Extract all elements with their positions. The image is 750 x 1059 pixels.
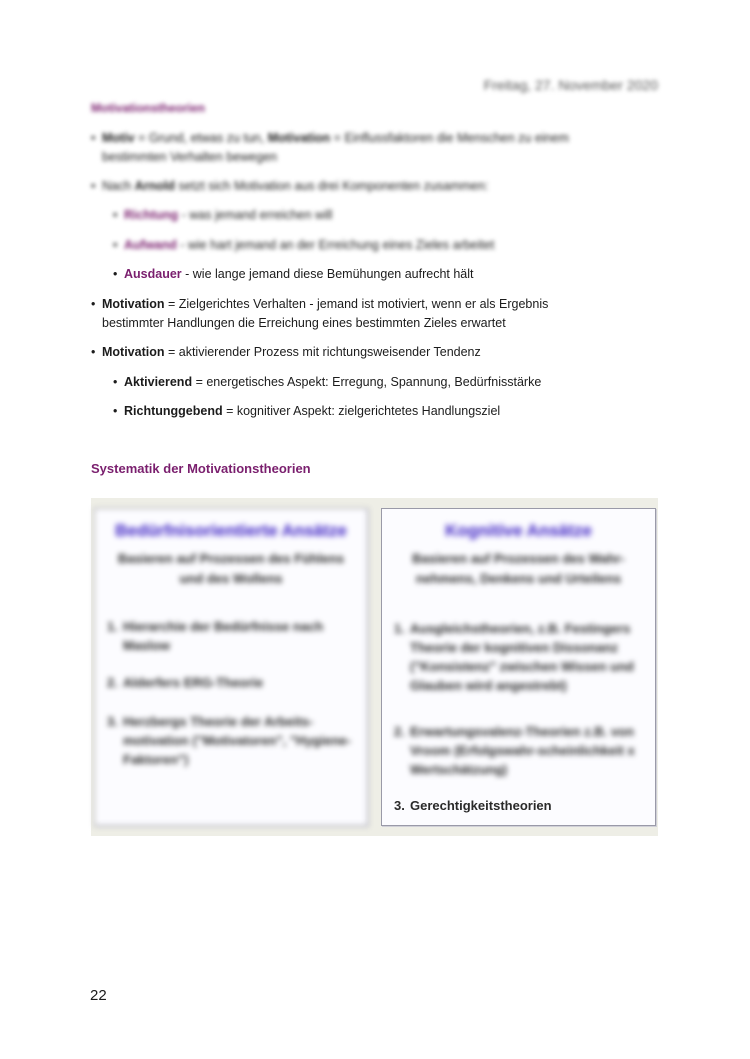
component-ausdauer <box>113 265 474 284</box>
term-aktivierend: Aktivierend <box>124 375 193 389</box>
list-item <box>107 673 353 692</box>
bullet-dot: • <box>91 131 96 145</box>
bullet-text: = Grund, etwas zu tun, <box>134 131 268 145</box>
component-desc: - wie lange jemand diese Bemühungen aufrecht hält <box>181 267 474 281</box>
bullet-dot: • <box>113 208 118 222</box>
item-text: Ausgleichstheorien, z.B. Festingers Theorie der kognitiven Dissonanz ("Konsistenz" zwischen Wissen und Glauben wird angestrebt) <box>410 621 634 693</box>
component-aufwand <box>113 236 495 255</box>
term-motiv: Motiv <box>102 131 135 145</box>
item-text: Erwartungsvalenz-Theorien z.B. von Vroom (Erfolgswahr-scheinlichkeit x Wertschätzung) <box>410 724 635 777</box>
item-number: 2. <box>394 724 405 739</box>
bullet-dot: • <box>113 375 118 389</box>
panel-cognitive <box>381 508 656 826</box>
definition-motivation-2 <box>91 343 622 362</box>
panel-title: Bedürfnisorientierte Ansätze <box>115 521 347 540</box>
component-desc: - was jemand erreichen will <box>178 208 333 222</box>
list-item <box>107 617 353 655</box>
term-aufwand: Aufwand <box>124 238 177 252</box>
item-text: Herzbergs Theorie der Arbeits-motivation ("Motivatoren", "Hygiene-Faktoren") <box>123 714 351 767</box>
aspect-desc: = kognitiver Aspekt: zielgerichtetes Handlungsziel <box>222 404 501 418</box>
list-item <box>394 796 641 815</box>
component-desc: - wie hart jemand an der Erreichung eines Zieles arbeitet <box>176 238 495 252</box>
term-motivation: Motivation <box>267 131 331 145</box>
list-item <box>394 619 641 695</box>
term-motivation: Motivation <box>102 297 165 311</box>
list-item <box>107 712 353 769</box>
bullet-dot: • <box>113 404 118 418</box>
item-number: 3. <box>107 714 118 729</box>
panel-needs-based <box>94 508 368 826</box>
term-richtung: Richtung <box>124 208 179 222</box>
page-number: 22 <box>90 987 107 1004</box>
bullet-dot: • <box>113 238 118 252</box>
bullet-text: Nach <box>102 179 135 193</box>
component-richtung <box>113 206 333 225</box>
item-number: 2. <box>107 675 118 690</box>
item-number: 1. <box>107 619 118 634</box>
panel-title: Kognitive Ansätze <box>445 521 592 540</box>
term-motivation: Motivation <box>102 345 165 359</box>
term-richtunggebend: Richtunggebend <box>124 404 223 418</box>
item-text: Gerechtigkeitstheorien <box>410 798 552 813</box>
term-arnold: Arnold <box>134 179 175 193</box>
definition-motivation-1 <box>91 295 612 333</box>
item-text: Alderfers ERG-Theorie <box>123 675 264 690</box>
heading-motivation: Motivationstheorien <box>91 101 206 115</box>
panel-subtitle: Basieren auf Prozessen des Wahr-nehmens, Denkens und Urteilens <box>412 551 625 586</box>
motivation-theories-diagram <box>91 498 658 836</box>
aspect-aktivierend <box>113 373 542 392</box>
bullet-motiv <box>91 129 622 167</box>
term-ausdauer: Ausdauer <box>124 267 182 281</box>
item-text: Hierarchie der Bedürfnisse nach Maslow <box>123 619 324 653</box>
list-item <box>394 722 641 779</box>
definition-text: = aktivierender Prozess mit richtungsweisender Tendenz <box>164 345 481 359</box>
bullet-dot: • <box>91 179 96 193</box>
panel-subtitle: Basieren auf Prozessen des Fühlens und des Wollens <box>117 551 345 586</box>
heading-systematik: Systematik der Motivationstheorien <box>91 461 311 476</box>
item-number: 3. <box>394 798 405 813</box>
document-date: Freitag, 27. November 2020 <box>483 77 658 93</box>
aspect-desc: = energetisches Aspekt: Erregung, Spannung, Bedürfnisstärke <box>192 375 542 389</box>
item-number: 1. <box>394 621 405 636</box>
bullet-text: setzt sich Motivation aus drei Komponenten zusammen: <box>174 179 489 193</box>
definition-text: = Zielgerichtes Verhalten - jemand ist motiviert, wenn er als Ergebnis bestimmter Handlungen die Erreichung eines bestimmten Zieles erwartet <box>102 297 549 330</box>
aspect-richtunggebend <box>113 402 501 421</box>
bullet-dot: • <box>91 345 96 359</box>
bullet-dot: • <box>113 267 118 281</box>
bullet-arnold <box>91 177 622 196</box>
bullet-dot: • <box>91 297 96 311</box>
bullet-text: = Einflussfaktoren die Menschen zu einem bestimmten Verhalten bewegen <box>102 131 569 164</box>
